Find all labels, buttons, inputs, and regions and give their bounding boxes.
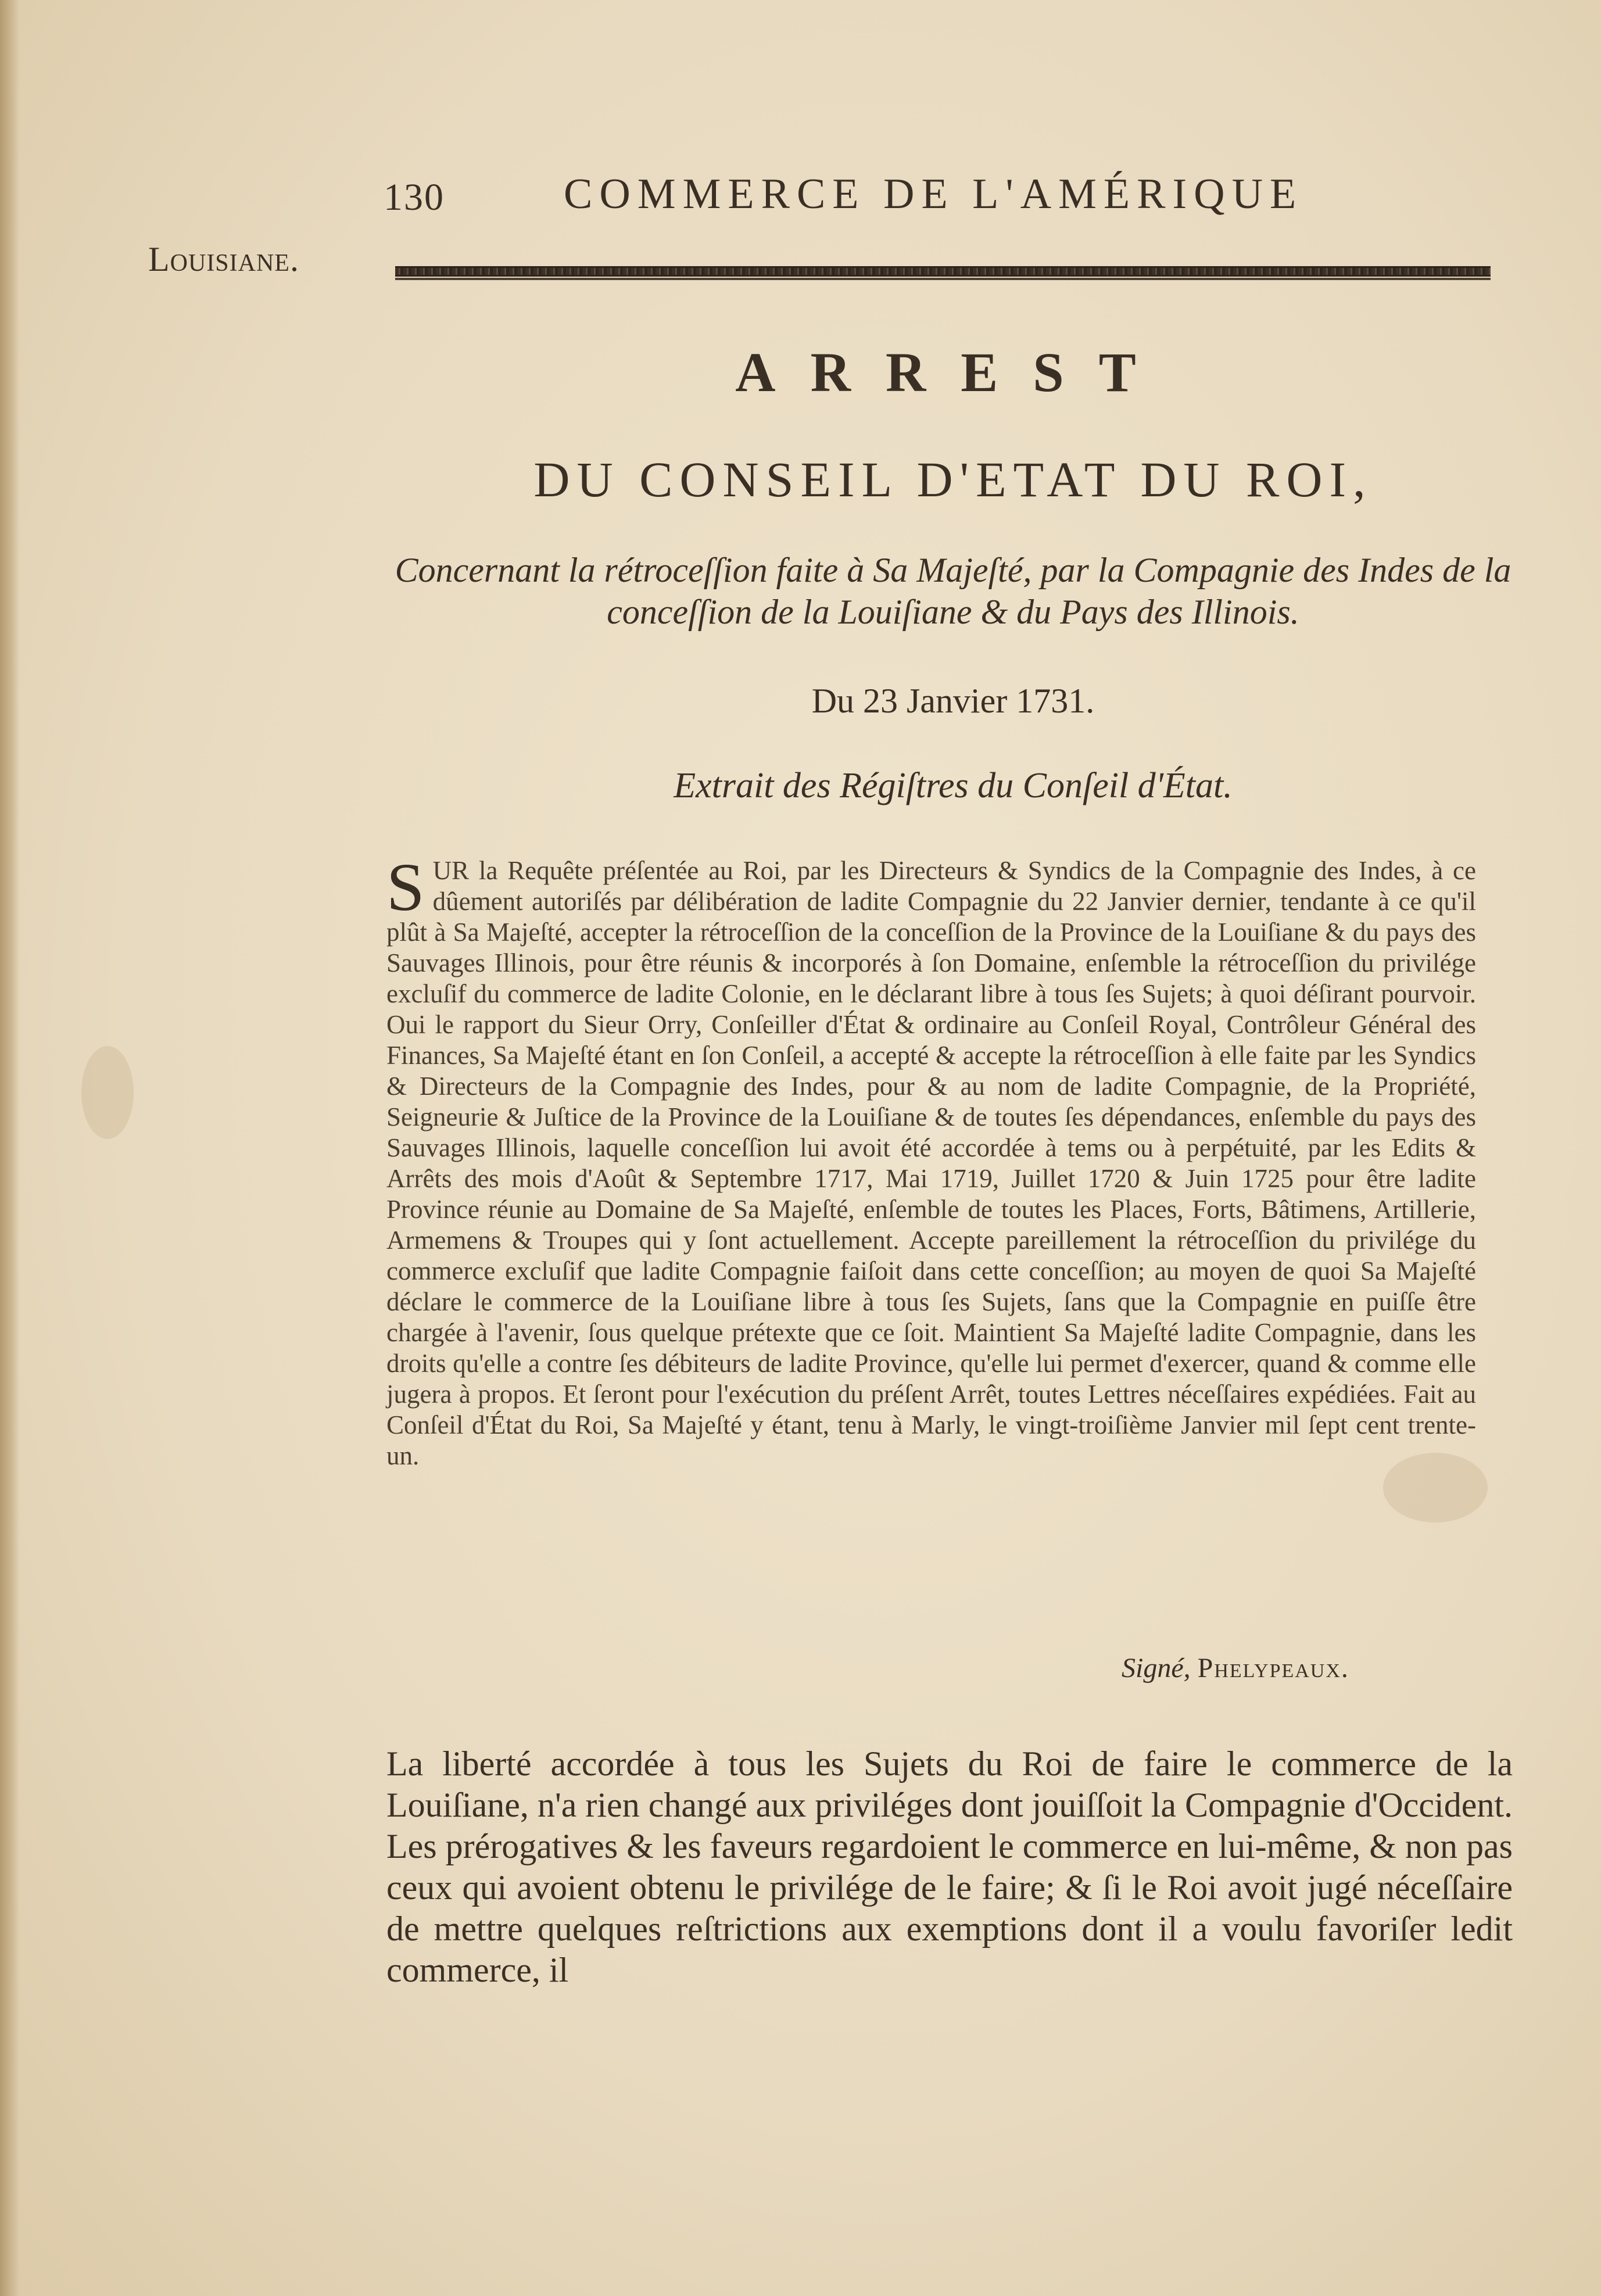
page-number: 130	[384, 176, 445, 219]
drop-cap: S	[386, 849, 425, 925]
commentary-paragraph: La liberté accordée à tous les Sujets du Roi de faire le commerce de la Louiſiane, n'a rien changé aux priviléges dont jouiſſoit la Compagnie d'Occident. Les prérogatives & les faveurs regardoient le commerce en lui-même, & non pas ceux qui avoient obtenu le privilége de le faire; & ſi le Roi avoit jugé néceſſaire de mettre quelques reſtrictions aux exemptions dont il a voulu favoriſer ledit commerce, il	[386, 1745, 1513, 1989]
document-title: ARREST	[735, 341, 1171, 403]
signature-label: Signé,	[1122, 1653, 1191, 1684]
running-title: COMMERCE DE L'AMÉRIQUE	[564, 170, 1303, 218]
signature	[1122, 1652, 1349, 1684]
document-summary: Concernant la rétroceſſion faite à Sa Majeſté, par la Compagnie des Indes de la conceſſion de la Louiſiane & du Pays des Illinois.	[395, 551, 1512, 631]
document-subtitle: DU CONSEIL D'ETAT DU ROI,	[533, 452, 1373, 507]
page-gutter-shadow	[0, 0, 20, 2296]
running-head	[384, 170, 1348, 222]
paper-stain	[81, 1046, 134, 1139]
ornamental-rule	[395, 266, 1491, 277]
decree-text: UR la Requête préſentée au Roi, par les Directeurs & Syndics de la Compagnie des Indes, à ce dûement autoriſés par délibération de ladite Compagnie du 22 Janvier dernier, tendante à ce qu'il plût à Sa Majeſté, accepter la rétroceſſion de la conceſſion de la Province de la Louiſiane & du pays des Sauvages Illinois, pour être réunis & incorporés à ſon Domaine, enſemble la rétroceſſion du privilége excluſif du commerce de ladite Colonie, en le déclarant libre à tous ſes Sujets; à quoi déſirant pourvoir. Oui le rapport du Sieur Orry, Conſeiller d'État & ordinaire au Conſeil Royal, Contrôleur Général des Finances, Sa Majeſté étant en ſon Conſeil, a accepté & accepte la rétroceſſion à elle faite par les Syndics & Directeurs de la Compagnie des Indes, pour & au nom de ladite Compagnie, de la Propriété, Seigneurie & Juſtice de la Province de la Louiſiane & de toutes ſes dépendances, enſemble du pays des Sauvages Illinois, laquelle conceſſion lui avoit été accordée à tems ou à perpétuité, par les Edits & Arrêts des mois d'Août & Septembre 1717, Mai 1719, Juillet 1720 & Juin 1725 pour être ladite Province réunie au Domaine de Sa Majeſté, enſemble de toutes les Places, Forts, Bâtimens, Artillerie, Armemens & Troupes qui y ſont actuellement. Accepte pareillement la rétroceſſion du privilége du commerce excluſif que ladite Compagnie faiſoit dans cette conceſſion; au moyen de quoi Sa Majeſté déclare le commerce de la Louiſiane libre à tous ſes Sujets, ſans que la Compagnie en puiſſe être chargée à l'avenir, ſous quelque prétexte que ce ſoit. Maintient Sa Majeſté ladite Compagnie, dans les droits qu'elle a contre ſes débiteurs de ladite Province, qu'elle lui permet d'exercer, quand & comme elle jugera à propos. Et ſeront pour l'exécution du préſent Arrêt, toutes Lettres néceſſaires expédiées. Fait au Conſeil d'État du Roi, Sa Majeſté y étant, tenu à Marly, le vingt-troiſième Janvier mil ſept cent trente-un.	[386, 856, 1476, 1470]
ornamental-rule-underline	[395, 278, 1491, 280]
signature-name: Phelypeaux.	[1197, 1653, 1349, 1684]
extract-heading: Extrait des Régiſtres du Conſeil d'État.	[674, 766, 1233, 805]
document-date: Du 23 Janvier 1731.	[811, 682, 1095, 720]
marginal-note: Louisiane.	[148, 240, 299, 278]
decree-body	[386, 849, 1476, 1471]
